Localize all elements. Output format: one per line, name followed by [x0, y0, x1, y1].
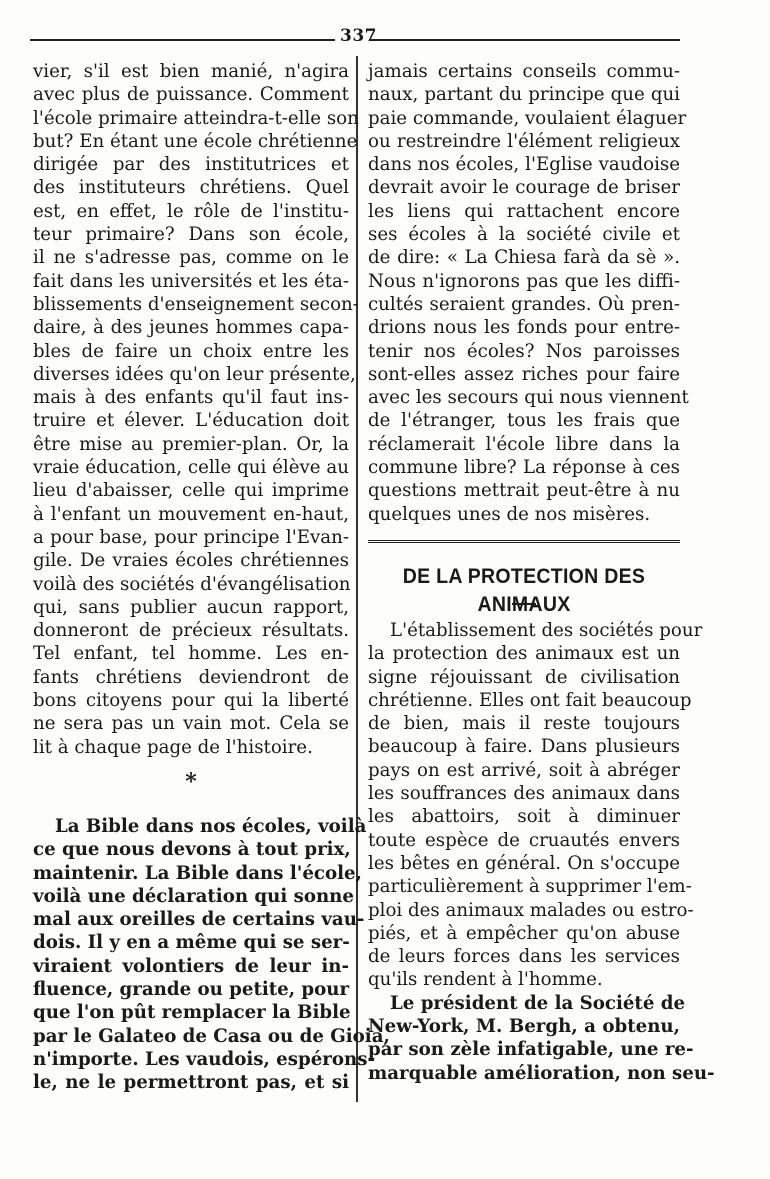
text-line: à l'enfant un mouvement en-haut,: [33, 503, 349, 525]
text-line: La Bible dans nos écoles, voilà: [55, 815, 367, 837]
text-line: de dire: « La Chiesa farà da sè ».: [368, 247, 680, 269]
text-line: les bêtes en général. On s'occupe: [368, 852, 680, 874]
text-line: vier, s'il est bien manié, n'agira: [33, 61, 349, 82]
text-line: par le Galateo de Casa ou de Gioia,: [33, 1025, 390, 1047]
text-line: être mise au premier-plan. Or, la: [33, 433, 349, 455]
text-line: avec plus de puissance. Comment: [33, 84, 349, 106]
text-line: New-York, M. Bergh, a obtenu,: [368, 1015, 680, 1037]
left-paragraph-2: [33, 815, 390, 1095]
text-line: que l'on pût remplacer la Bible: [33, 1002, 351, 1024]
text-line: quelques unes de nos misères.: [368, 503, 651, 525]
text-line: devrait avoir le courage de briser: [368, 177, 680, 199]
text-line: marquable amélioration, non seu-: [368, 1062, 715, 1084]
text-line: la protection des animaux est un: [368, 643, 680, 665]
text-line: vraie éducation, celle qui élève au: [33, 457, 349, 479]
header-rule-right: [370, 39, 680, 41]
text-line: naux, partant du principe que qui: [368, 84, 680, 106]
text-line: questions mettrait peut-être à nu: [368, 480, 680, 502]
text-line: signe réjouissant de civilisation: [368, 666, 680, 688]
text-line: cultés seraient grandes. Où pren-: [368, 293, 680, 315]
text-line: voilà des sociétés d'évangélisation: [33, 573, 351, 595]
column-divider: [356, 56, 358, 1102]
left-column: [33, 60, 390, 1094]
text-line: a pour base, pour principe l'Evan-: [33, 526, 349, 548]
text-line: pays on est arrivé, soit à abréger: [368, 759, 680, 781]
text-line: diverses idées qu'on leur présente,: [33, 363, 356, 385]
text-line: mal aux oreilles de certains vau-: [33, 909, 365, 931]
text-line: but? En étant une école chrétienne: [33, 130, 358, 152]
text-line: de l'étranger, tous les frais que: [368, 410, 680, 432]
section-title: DE LA PROTECTION DES ANIMAUX: [402, 564, 646, 616]
spacer: [33, 797, 349, 815]
text-line: ou restreindre l'élément religieux: [368, 130, 680, 152]
text-line: jamais certains conseils commu-: [368, 61, 680, 82]
right-column: [368, 60, 715, 1085]
text-line: il ne s'adresse pas, comme on le: [33, 247, 349, 269]
left-paragraph-1: [33, 60, 359, 759]
text-line: chrétienne. Elles ont fait beaucoup: [368, 689, 692, 711]
text-line: dans nos écoles, l'Eglise vaudoise: [368, 154, 680, 176]
text-line: est, en effet, le rôle de l'institu-: [33, 200, 349, 222]
text-line: teur primaire? Dans son école,: [33, 224, 349, 246]
text-line: dois. Il y en a même qui se ser-: [33, 932, 350, 954]
text-line: gile. De vraies écoles chrétiennes: [33, 550, 349, 572]
text-line: de bien, mais il reste toujours: [368, 713, 680, 735]
right-paragraph-2: [368, 619, 703, 992]
text-line: L'établissement des sociétés pour: [390, 619, 703, 641]
right-paragraph-1: [368, 60, 689, 526]
text-line: daire, à des jeunes hommes capa-: [33, 317, 349, 339]
page-header: [30, 26, 680, 46]
text-line: les souffrances des animaux dans: [368, 783, 680, 805]
text-line: Nous n'ignorons pas que les diffi-: [368, 270, 680, 292]
header-rule-left: [30, 39, 335, 41]
text-line: commune libre? La réponse à ces: [368, 457, 680, 479]
section-rule: [368, 540, 680, 543]
text-line: avec les secours qui nous viennent: [368, 387, 689, 409]
right-paragraph-3: [368, 992, 715, 1085]
text-line: Tel enfant, tel homme. Les en-: [33, 643, 349, 665]
text-line: drions nous les fonds pour entre-: [368, 317, 680, 339]
section-separator: *: [185, 768, 197, 795]
text-line: le, ne le permettront pas, et si: [33, 1072, 349, 1094]
text-line: ne sera pas un vain mot. Cela se: [33, 713, 349, 735]
text-line: bons citoyens pour qui la liberté: [33, 690, 349, 712]
text-line: lit à chaque page de l'histoire.: [33, 736, 313, 758]
text-line: dirigée par des institutrices et: [33, 154, 349, 176]
text-line: fait dans les universités et les éta-: [33, 270, 349, 292]
text-line: blissements d'enseignement secon-: [33, 293, 359, 315]
text-line: réclamerait l'école libre dans la: [368, 433, 680, 455]
page-number: 337: [340, 26, 377, 46]
text-line: l'école primaire atteindra-t-elle son: [33, 107, 359, 129]
text-line: qui, sans publier aucun rapport,: [33, 596, 349, 618]
text-line: ce que nous devons à tout prix,: [33, 839, 351, 861]
text-line: voilà une déclaration qui sonne: [33, 885, 354, 907]
text-line: particulièrement à supprimer l'em-: [368, 876, 692, 898]
text-line: beaucoup à faire. Dans plusieurs: [368, 736, 680, 758]
text-line: lieu d'abaisser, celle qui imprime: [33, 480, 349, 502]
text-line: donneront de précieux résultats.: [33, 620, 349, 642]
text-line: viraient volontiers de leur in-: [33, 955, 349, 977]
text-line: truire et élever. L'éducation doit: [33, 410, 349, 432]
text-line: les abattoirs, soit à diminuer: [368, 806, 680, 828]
text-line: tenir nos écoles? Nos paroisses: [368, 340, 680, 362]
text-line: Le président de la Société de: [390, 992, 686, 1014]
text-line: mais à des enfants qu'il faut ins-: [33, 387, 349, 409]
text-line: les liens qui rattachent encore: [368, 200, 680, 222]
text-line: fants chrétiens deviendront de: [33, 666, 349, 688]
text-line: fluence, grande ou petite, pour: [33, 978, 350, 1000]
text-line: bles de faire un choix entre les: [33, 340, 349, 362]
text-line: qu'ils rendent à l'homme.: [368, 969, 603, 991]
text-line: de leurs forces dans les services: [368, 946, 680, 968]
text-line: toute espèce de cruautés envers: [368, 829, 680, 851]
text-line: maintenir. La Bible dans l'école,: [33, 862, 362, 884]
text-line: ses écoles à la société civile et: [368, 224, 680, 246]
text-line: par son zèle infatigable, une re-: [368, 1039, 694, 1061]
text-line: piés, et à empêcher qu'on abuse: [368, 922, 680, 944]
text-line: n'importe. Les vaudois, espérons-: [33, 1048, 376, 1070]
text-line: des instituteurs chrétiens. Quel: [33, 177, 349, 199]
text-line: ploi des animaux malades ou estro-: [368, 899, 694, 921]
text-line: paie commande, voulaient élaguer: [368, 107, 687, 129]
text-line: sont-elles assez riches pour faire: [368, 363, 680, 385]
